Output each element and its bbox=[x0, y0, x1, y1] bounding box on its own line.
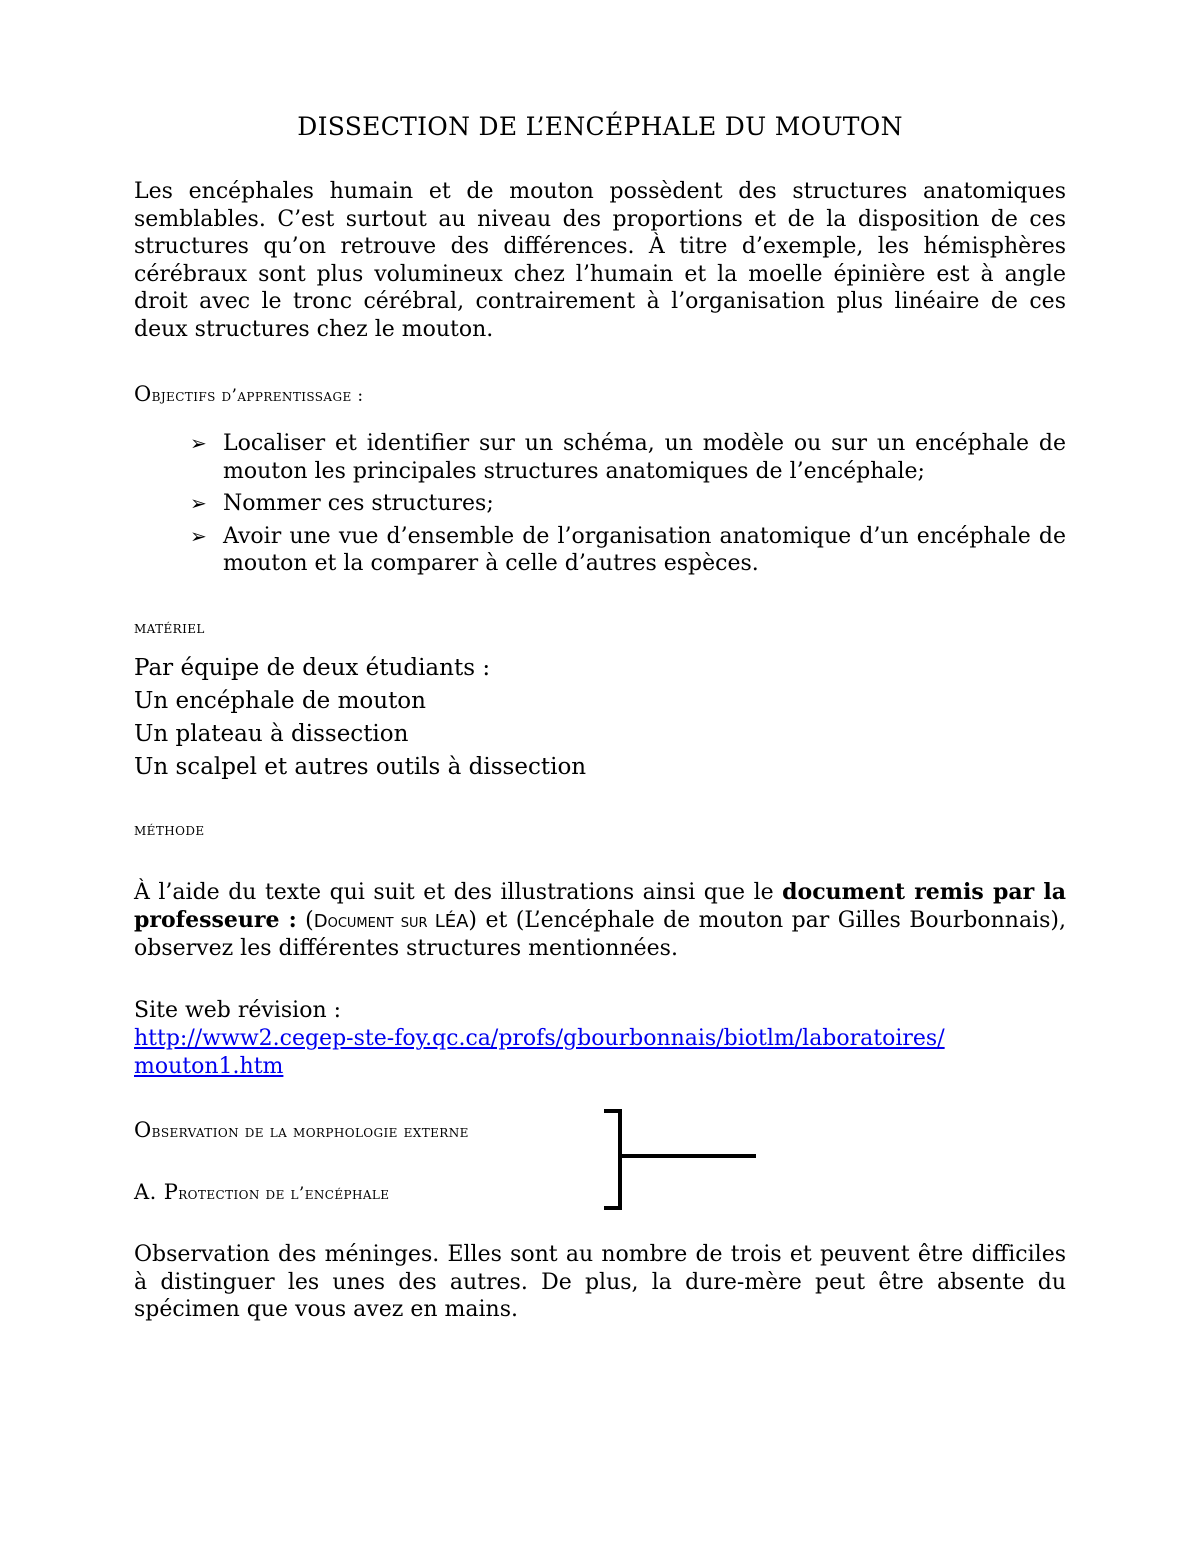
observation-heading-cap: O bbox=[134, 1118, 152, 1142]
methode-text: À l’aide du texte qui suit et des illustrations ainsi que le bbox=[134, 880, 783, 905]
protection-heading-rest: rotection de l’encéphale bbox=[178, 1184, 390, 1204]
list-item-text: Nommer ces structures; bbox=[223, 491, 494, 517]
observation-heading-rest: bservation de la morphologie externe bbox=[151, 1122, 469, 1142]
methode-paragraph bbox=[134, 879, 1066, 963]
site-link-line1[interactable]: http://www2.cegep-ste-foy.qc.ca/profs/gbourbonnais/biotlm/laboratoires/ bbox=[134, 1026, 945, 1051]
site-label: Site web révision : bbox=[134, 998, 342, 1023]
materiel-line: Un plateau à dissection bbox=[134, 721, 409, 747]
arrow-bullet-icon: ➢ bbox=[190, 431, 207, 455]
materiel-heading: matériel bbox=[134, 618, 205, 638]
objectives-heading-cap: O bbox=[134, 382, 152, 406]
list-item bbox=[190, 430, 1066, 485]
intro-paragraph: Les encéphales humain et de mouton possèdent des structures anatomiques semblables. C’est surtout au niveau des proportions et de la disposition de ces structures qu’on retrouve des différences. À titre d’exemple, les hémisphères cérébraux sont plus volumineux chez l’humain et la moelle épinière est à angle droit avec le tronc cérébral, contrairement à l’organisation plus linéaire de ces deux structures chez le mouton. bbox=[134, 179, 1066, 342]
methode-heading: méthode bbox=[134, 820, 205, 840]
objectives-heading-rest: bjectifs d’apprentissage : bbox=[151, 386, 364, 406]
methode-smallcaps-text: Document sur LÉA bbox=[313, 910, 469, 932]
objectives-list bbox=[190, 430, 1066, 583]
meninges-paragraph: Observation des méninges. Elles sont au nombre de trois et peuvent être difficiles à distinguer les unes des autres. De plus, la dure-mère peut être absente du spécimen que vous avez en mains. bbox=[134, 1242, 1066, 1323]
objectives-heading bbox=[134, 382, 364, 406]
materiel-line: Par équipe de deux étudiants : bbox=[134, 655, 491, 681]
protection-heading-prefix: A. bbox=[134, 1180, 164, 1204]
list-item bbox=[190, 523, 1066, 578]
bracket-shape bbox=[604, 1111, 620, 1208]
page-title: DISSECTION DE L’ENCÉPHALE DU MOUTON bbox=[297, 112, 903, 141]
materiel-line: Un encéphale de mouton bbox=[134, 688, 426, 714]
methode-text: ) et (L’encéphale de mouton par Gilles Bourbonnais), observez les différentes structures mentionnées. bbox=[134, 907, 1066, 962]
list-item-text: Avoir une vue d’ensemble de l’organisation anatomique d’un encéphale de mouton et la comparer à celle d’autres espèces. bbox=[223, 523, 1066, 577]
list-item bbox=[190, 490, 1066, 518]
methode-bold-text: document remis par la professeure : bbox=[134, 879, 1066, 933]
observation-heading bbox=[134, 1118, 469, 1142]
arrow-bullet-icon: ➢ bbox=[190, 523, 207, 548]
materiel-line: Un scalpel et autres outils à dissection bbox=[134, 754, 587, 780]
list-item-text: Localiser et identifier sur un schéma, un modèle ou sur un encéphale de mouton les principales structures anatomiques de l’encéphale; bbox=[223, 431, 1066, 484]
methode-text: ( bbox=[296, 907, 314, 933]
protection-heading bbox=[134, 1180, 389, 1204]
arrow-bullet-icon: ➢ bbox=[190, 491, 207, 516]
protection-heading-cap: P bbox=[163, 1180, 179, 1204]
site-link-line2[interactable]: mouton1.htm bbox=[134, 1054, 284, 1079]
